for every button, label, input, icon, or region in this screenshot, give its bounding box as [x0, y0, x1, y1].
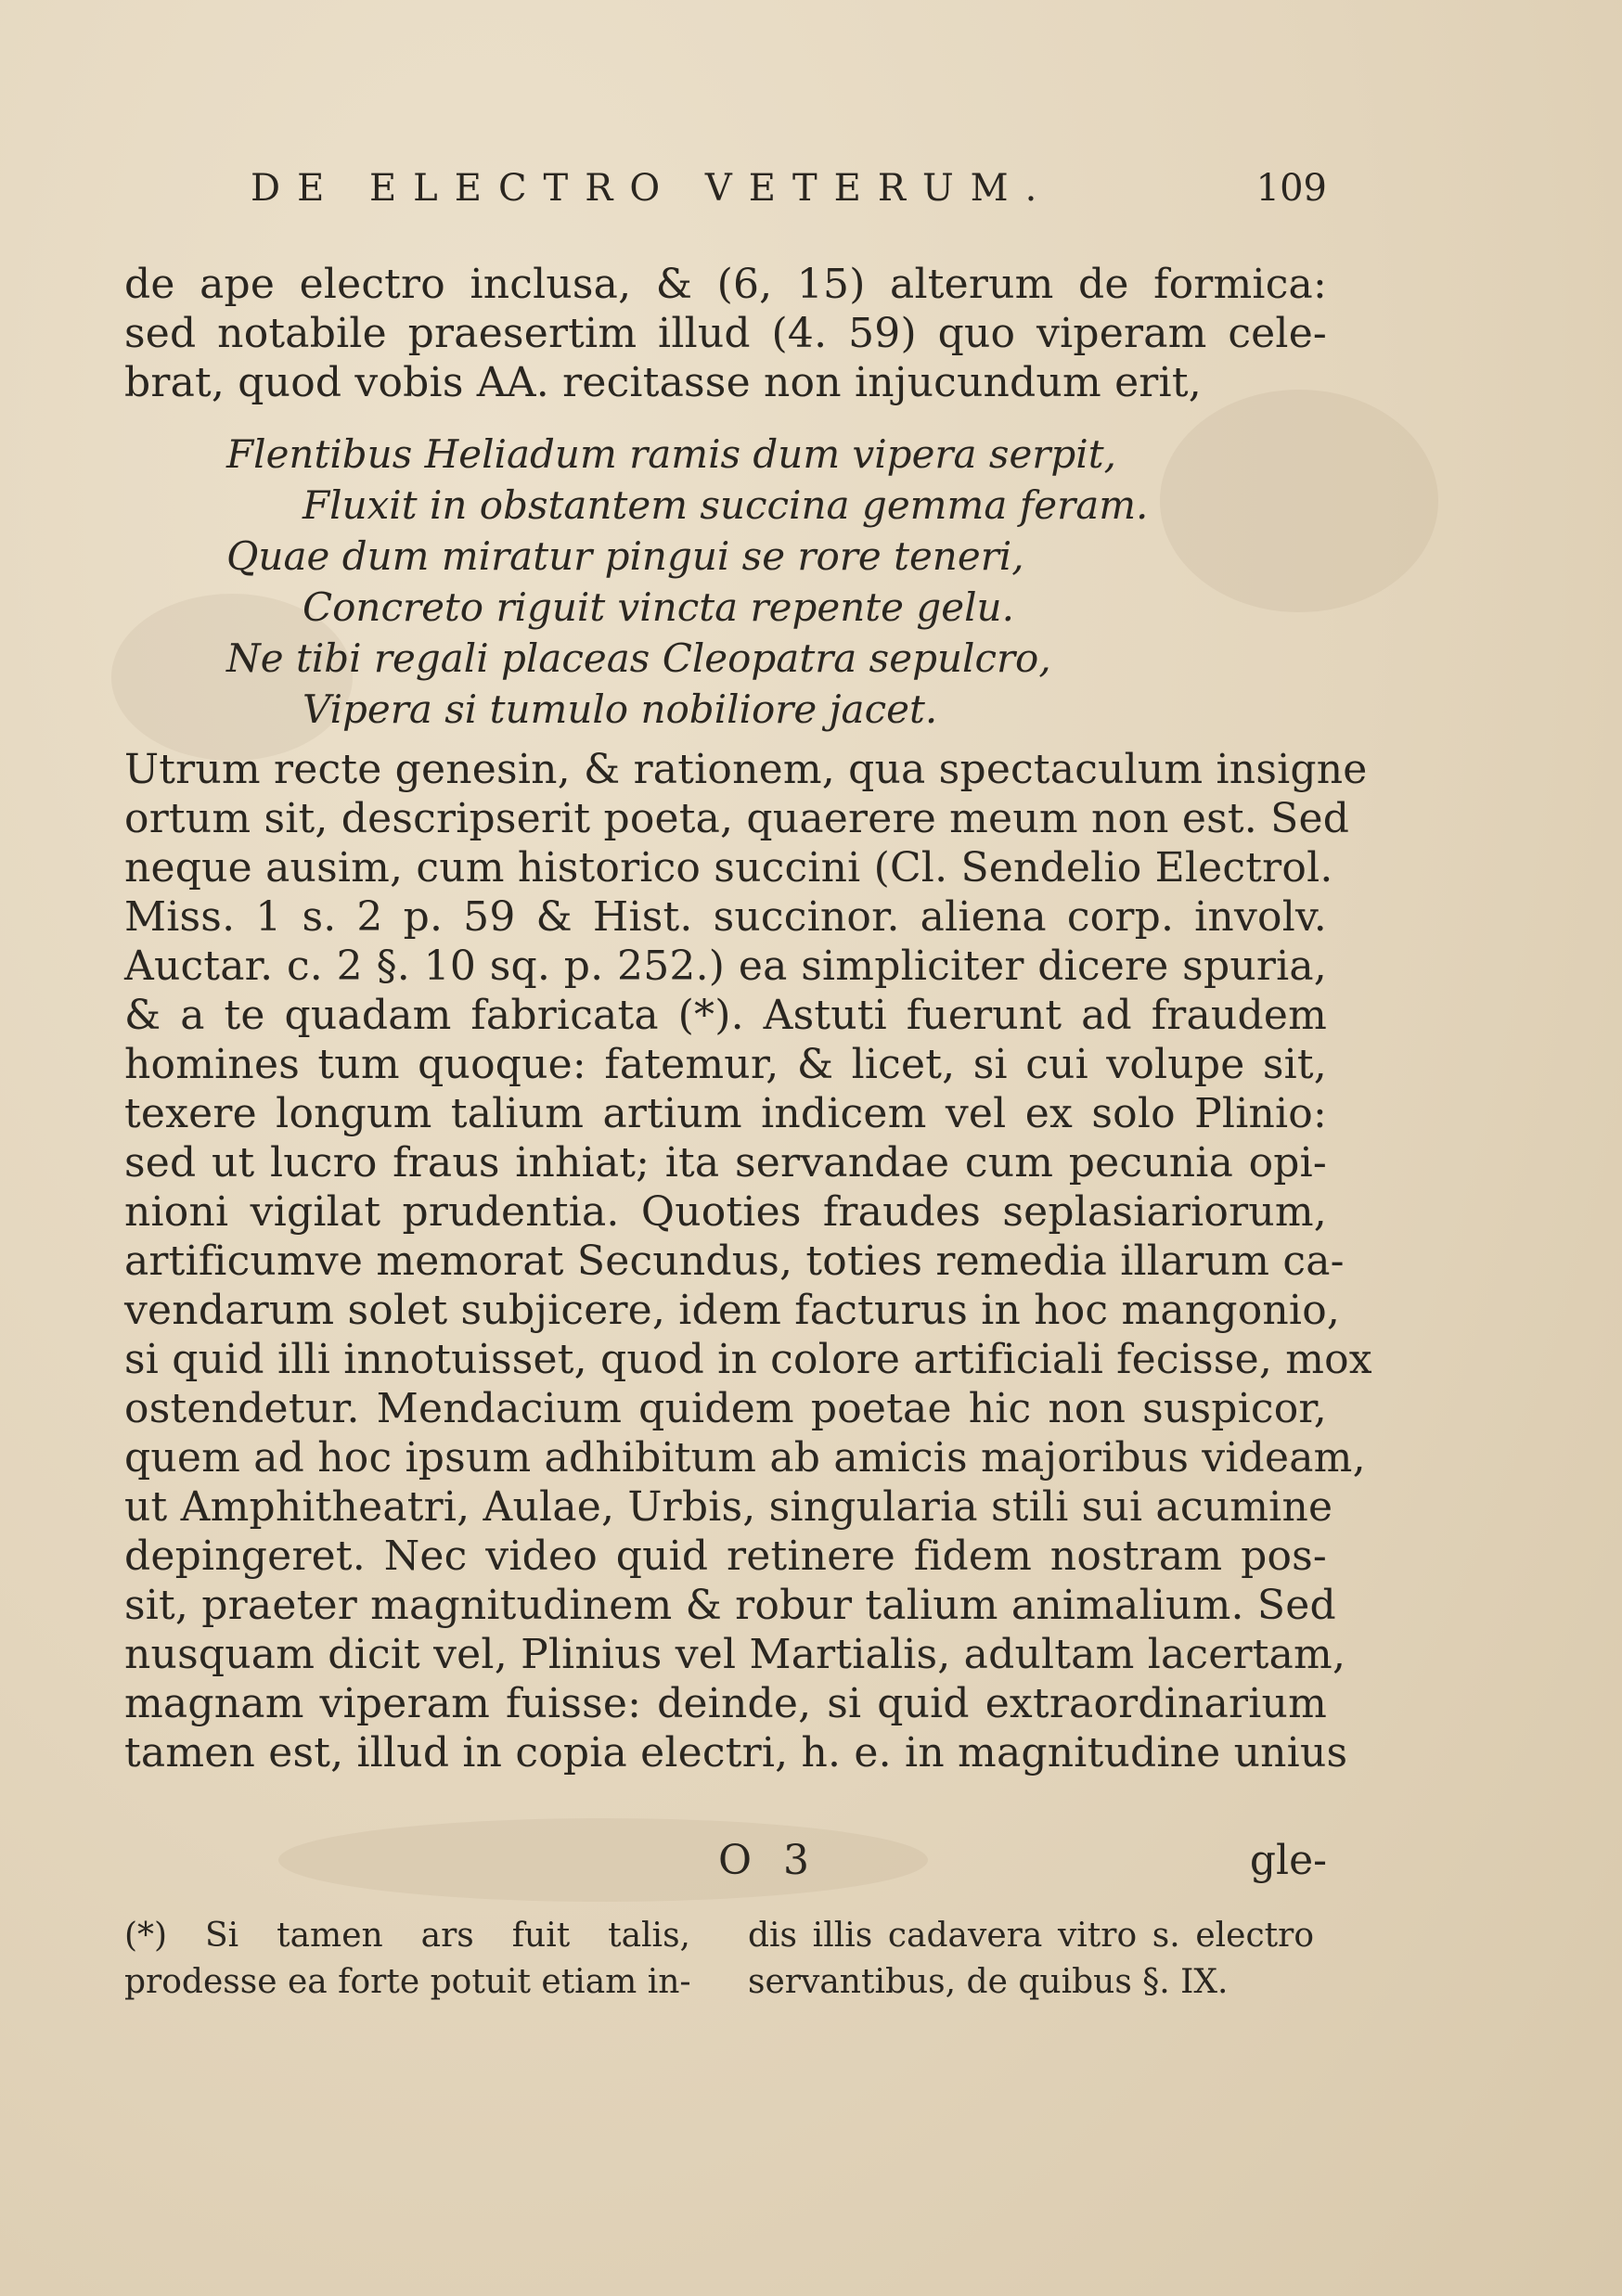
text-line: vendarum solet subjicere, idem facturus in hoc mangonio, — [124, 1287, 1341, 1334]
text-line: tamen est, illud in copia electri, h. e. in magnitudine unius — [124, 1729, 1348, 1777]
footnote-line: prodesse ea forte potuit etiam in- — [124, 1963, 691, 2001]
text-line: Utrum recte genesin, & rationem, qua spectaculum insigne — [124, 746, 1368, 793]
footnote-line: servantibus, de quibus §. IX. — [748, 1963, 1229, 2001]
text-line: Miss. 1 s. 2 p. 59 & Hist. succinor. aliena corp. involv. — [124, 893, 1327, 941]
footnote-line: dis illis cadavera vitro s. electro — [748, 1917, 1314, 1955]
text-line: artificumve memorat Secundus, toties remedia illarum ca- — [124, 1238, 1345, 1285]
page-number: 109 — [1255, 167, 1327, 210]
text-line: sed ut lucro fraus inhiat; ita servandae cum pecunia opi- — [124, 1139, 1327, 1186]
text-line: depingeret. Nec video quid retinere fidem nostram pos- — [124, 1533, 1327, 1580]
text-line: ortum sit, descripserit poeta, quaerere meum non est. Sed — [124, 795, 1350, 842]
text-line: brat, quod vobis AA. recitasse non injucundum erit, — [124, 359, 1202, 406]
paragraph-1 — [124, 260, 1327, 407]
footnote — [124, 1913, 1327, 2015]
text-line: homines tum quoque: fatemur, & licet, si cui volupe sit, — [124, 1041, 1327, 1088]
text-line: nioni vigilat prudentia. Quoties fraudes seplasiariorum, — [124, 1188, 1327, 1236]
text-line: & a te quadam fabricata (*). Astuti fuerunt ad fraudem — [124, 992, 1327, 1039]
text-line: quem ad hoc ipsum adhibitum ab amicis majoribus videam, — [124, 1434, 1366, 1481]
text-line: de ape electro inclusa, & (6, 15) alterum de formica: — [124, 261, 1327, 308]
text-line: texere longum talium artium indicem vel ex solo Plinio: — [124, 1090, 1327, 1137]
text-line: magnam viperam fuisse: deinde, si quid extraordinarium — [124, 1680, 1327, 1727]
running-title: DE ELECTRO VETERUM. — [251, 167, 1054, 210]
paper-stain — [1160, 390, 1438, 612]
signature-mark: O 3 — [718, 1837, 819, 1884]
verse-line: Quae dum miratur pingui se rore teneri, — [226, 533, 1024, 579]
catchword: gle- — [1249, 1837, 1327, 1884]
text-line: sit, praeter magnitudinem & robur talium animalium. Sed — [124, 1582, 1336, 1629]
text-line: ut Amphitheatri, Aulae, Urbis, singularia stili sui acumine — [124, 1483, 1333, 1531]
text-line: Auctar. c. 2 §. 10 sq. p. 252.) ea simpliciter dicere spuria, — [124, 943, 1327, 990]
text-line: si quid illi innotuisset, quod in colore artificiali fecisse, mox — [124, 1336, 1372, 1383]
footnote-column-right — [748, 1913, 1314, 2006]
footnote-line: (*) Si tamen ars fuit talis, — [124, 1917, 690, 1955]
verse-quotation — [226, 429, 1154, 735]
page-footer-marks — [124, 1837, 1327, 1889]
text-line: ostendetur. Mendacium quidem poetae hic non suspicor, — [124, 1385, 1327, 1432]
paragraph-2 — [124, 745, 1372, 1777]
text-line: neque ausim, cum historico succini (Cl. Sendelio Electrol. — [124, 844, 1333, 891]
verse-line: Flentibus Heliadum ramis dum vipera serpit, — [226, 431, 1116, 477]
verse-line: Concreto riguit vincta repente gelu. — [303, 584, 1014, 630]
text-line: nusquam dicit vel, Plinius vel Martialis, adultam lacertam, — [124, 1631, 1346, 1678]
text-line: sed notabile praesertim illud (4. 59) quo viperam cele- — [124, 310, 1327, 357]
verse-line: Ne tibi regali placeas Cleopatra sepulcro, — [226, 635, 1051, 681]
footnote-column-left — [124, 1913, 690, 2006]
verse-line: Fluxit in obstantem succina gemma feram. — [303, 482, 1149, 528]
verse-line: Vipera si tumulo nobiliore jacet. — [303, 686, 938, 732]
running-header — [251, 167, 1327, 223]
